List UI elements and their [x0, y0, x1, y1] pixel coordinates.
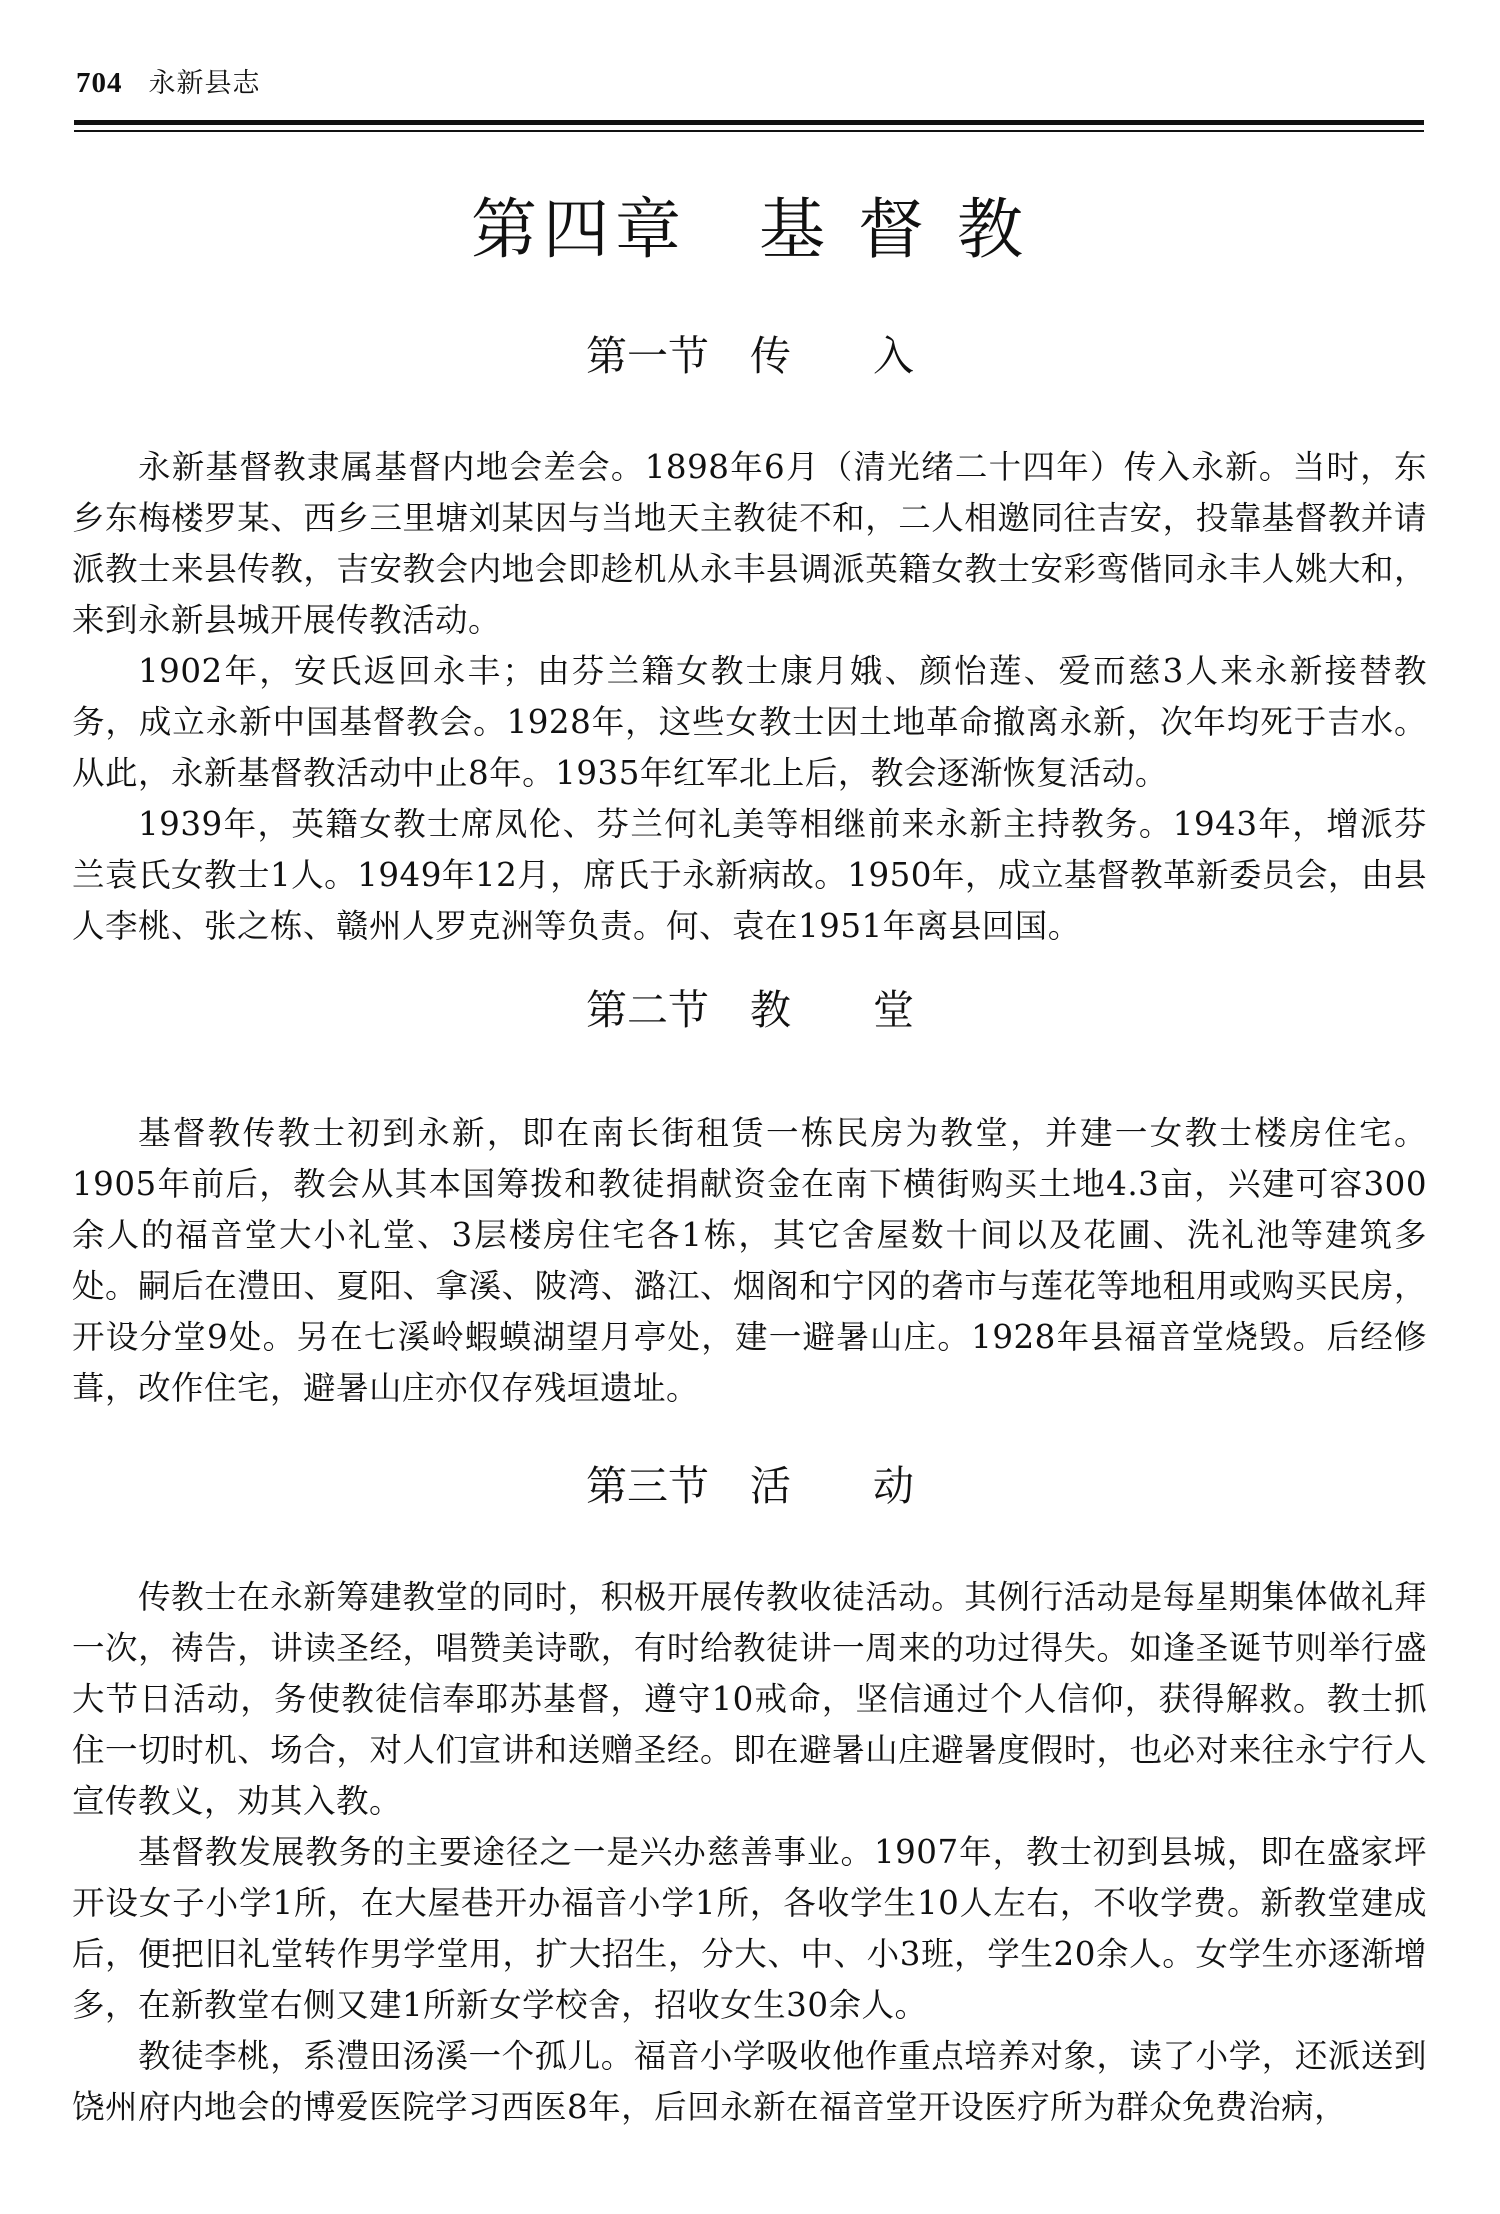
section-heading-1: 第一节 传 入 [586, 332, 914, 380]
paragraph: 基督教发展教务的主要途径之一是兴办慈善事业。1907年，教士初到县城，即在盛家坪开设女子小学1所，在大屋巷开办福音小学1所，各收学生10人左右，不收学费。新教堂建成后，便把旧礼堂转作男学堂用，扩大招生，分大、中、小3班，学生20余人。女学生亦逐渐增多，在新教堂右侧又建1所新女学校舍，招收女生30余人。 [72, 1833, 1427, 2024]
book-title: 永新县志 [148, 68, 261, 99]
paragraph: 1902年，安氏返回永丰；由芬兰籍女教士康月娥、颜怡莲、爱而慈3人来永新接替教务，成立永新中国基督教会。1928年，这些女教士因土地革命撤离永新，次年均死于吉水。从此，永新基督教活动中止8年。1935年红军北上后，教会逐渐恢复活动。 [72, 652, 1427, 792]
header-rule-thin [74, 130, 1424, 132]
page-number: 704 [76, 67, 123, 99]
section-heading-2: 第二节 教 堂 [586, 986, 914, 1034]
paragraph: 传教士在永新筹建教堂的同时，积极开展传教收徒活动。其例行活动是每星期集体做礼拜一次，祷告，讲读圣经，唱赞美诗歌，有时给教徒讲一周来的功过得失。如逢圣诞节则举行盛大节日活动，务使教徒信奉耶苏基督，遵守10戒命，坚信通过个人信仰，获得解救。教士抓住一切时机、场合，对人们宣讲和送赠圣经。即在避暑山庄避暑度假时，也必对来往永宁行人宣传教义，劝其入教。 [72, 1578, 1427, 1820]
paragraph: 永新基督教隶属基督内地会差会。1898年6月（清光绪二十四年）传入永新。当时，东乡东梅楼罗某、西乡三里塘刘某因与当地天主教徒不和，二人相邀同往吉安，投靠基督教并请派教士来县传教，吉安教会内地会即趁机从永丰县调派英籍女教士安彩鸾偕同永丰人姚大和，来到永新县城开展传教活动。 [72, 448, 1427, 639]
paragraph: 基督教传教士初到永新，即在南长街租赁一栋民房为教堂，并建一女教士楼房住宅。1905年前后，教会从其本国筹拨和教徒捐献资金在南下横街购买土地4.3亩，兴建可容300余人的福音堂大小礼堂、3层楼房住宅各1栋，其它舍屋数十间以及花圃、洗礼池等建筑多处。嗣后在澧田、夏阳、拿溪、陂湾、潞江、烟阁和宁冈的砻市与莲花等地租用或购买民房，开设分堂9处。另在七溪岭蝦蟆湖望月亭处，建一避暑山庄。1928年县福音堂烧毁。后经修葺，改作住宅，避暑山庄亦仅存残垣遗址。 [72, 1114, 1427, 1407]
running-header [76, 66, 261, 101]
section-3-body [72, 1572, 1427, 2133]
section-2-body [72, 1108, 1427, 1414]
paragraph: 教徒李桃，系澧田汤溪一个孤儿。福音小学吸收他作重点培养对象，读了小学，还派送到饶州府内地会的博爱医院学习西医8年，后回永新在福音堂开设医疗所为群众免费治病， [72, 2037, 1427, 2126]
chapter-title: 第四章 基 督 教 [471, 191, 1029, 268]
section-heading-3: 第三节 活 动 [586, 1462, 914, 1510]
header-rule-thick [74, 120, 1424, 125]
paragraph: 1939年，英籍女教士席凤伦、芬兰何礼美等相继前来永新主持教务。1943年，增派芬兰袁氏女教士1人。1949年12月，席氏于永新病故。1950年，成立基督教革新委员会，由县人李桃、张之栋、赣州人罗克洲等负责。何、袁在1951年离县回国。 [72, 805, 1427, 945]
section-1-body [72, 442, 1427, 952]
